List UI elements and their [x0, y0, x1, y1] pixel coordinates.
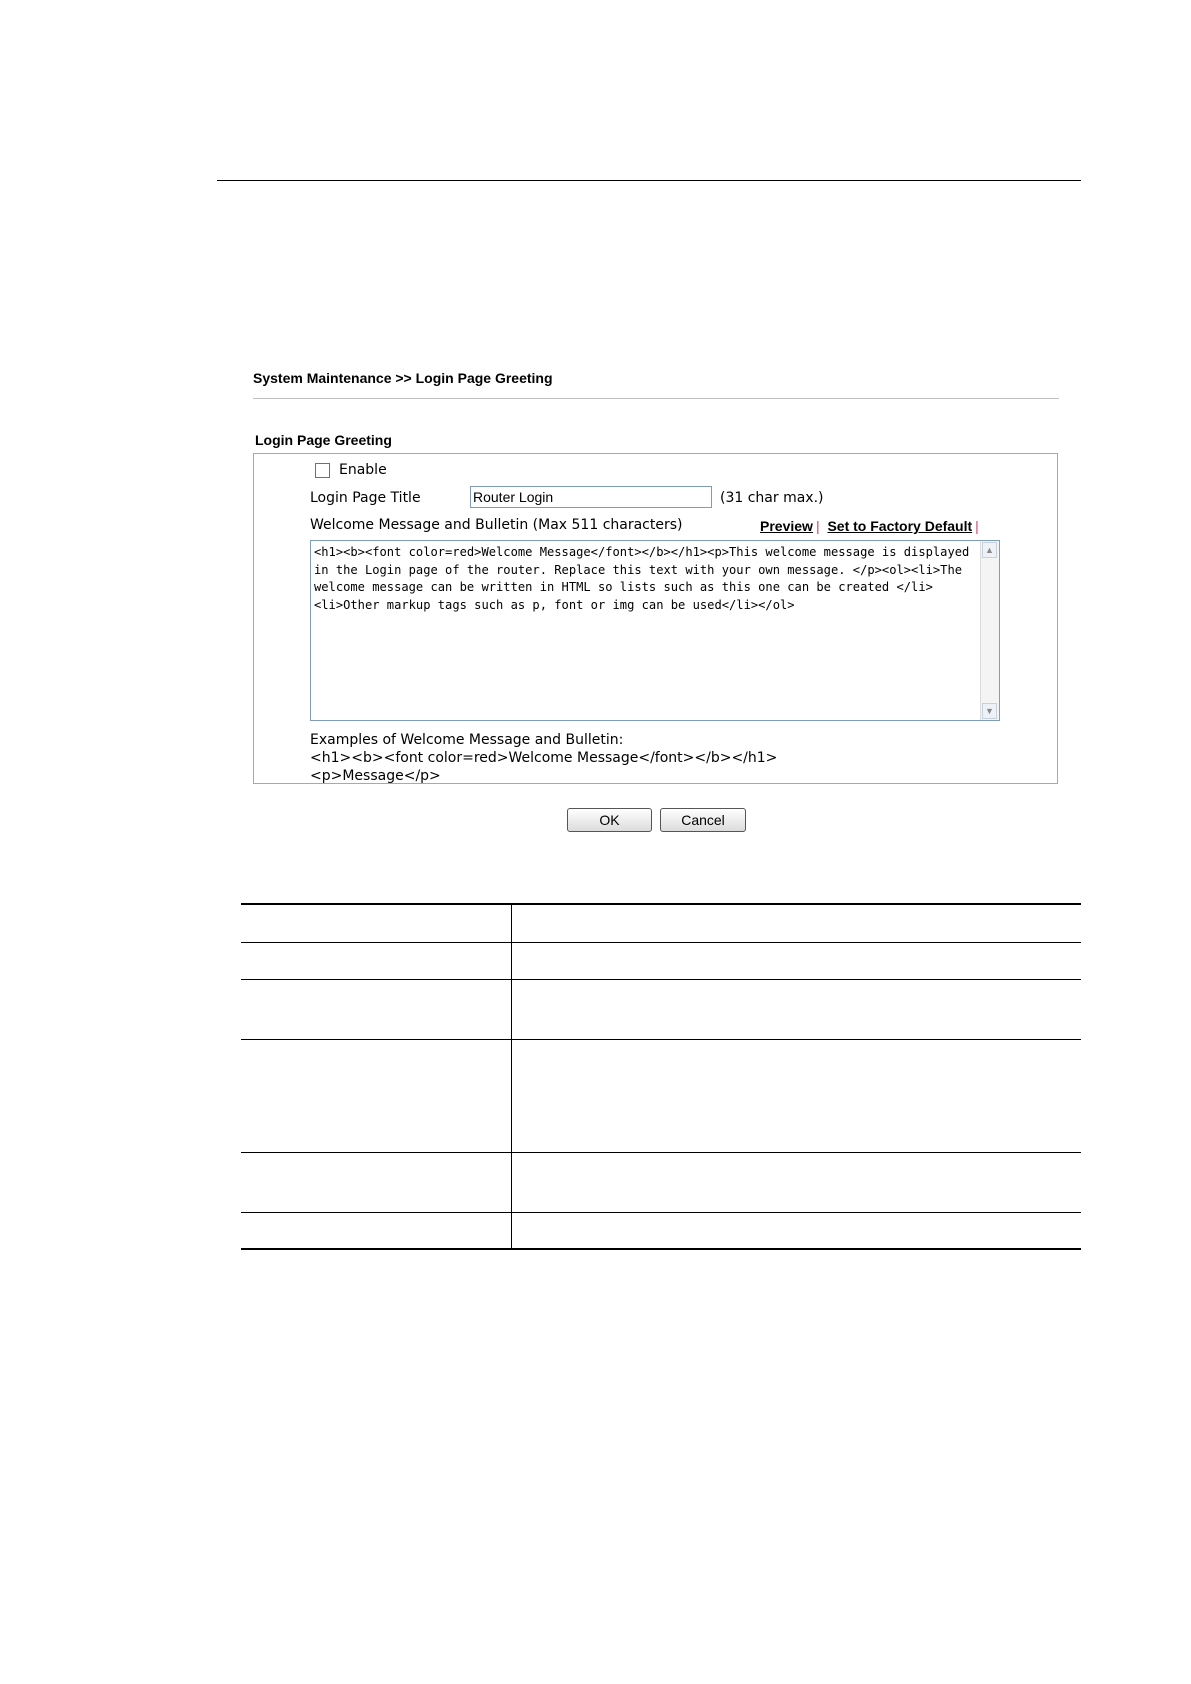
welcome-message-label: Welcome Message and Bulletin (Max 511 characters)	[310, 517, 683, 533]
preview-link[interactable]: Preview	[760, 518, 813, 534]
link-separator: |	[815, 518, 820, 534]
login-greeting-panel	[253, 370, 1059, 830]
scroll-down-icon[interactable]: ▼	[982, 703, 997, 719]
breadcrumb: System Maintenance >> Login Page Greeting	[253, 370, 553, 386]
page-header-rule	[217, 180, 1081, 181]
welcome-message-content: <h1><b><font color=red>Welcome Message</font></b></h1><p>This welcome message is displayed in the Login page of the router. Replace this text with your own message. </p><ol><li>The welcome message can be written in HTML so lists such as this one can be created </li><li>Other markup tags such as p, font or img can be used</li></ol>	[314, 545, 977, 613]
table-row	[241, 979, 1081, 1039]
factory-default-link[interactable]: Set to Factory Default	[827, 518, 973, 534]
enable-row	[315, 462, 387, 478]
cancel-button[interactable]: Cancel	[660, 808, 746, 832]
table-row	[241, 942, 1081, 979]
section-title: Login Page Greeting	[255, 432, 392, 448]
table-row	[241, 1039, 1081, 1152]
ok-button[interactable]: OK	[567, 808, 652, 832]
login-title-input[interactable]: Router Login	[470, 486, 712, 508]
login-title-hint: (31 char max.)	[720, 490, 824, 506]
table-row	[241, 1212, 1081, 1249]
textarea-scrollbar[interactable]	[980, 541, 999, 720]
examples-heading: Examples of Welcome Message and Bulletin:	[310, 732, 624, 748]
enable-label: Enable	[339, 462, 387, 478]
table-row	[241, 1152, 1081, 1212]
settings-frame	[253, 453, 1058, 784]
description-table	[241, 903, 1081, 1250]
link-separator: |	[975, 518, 979, 534]
example-line-1: <h1><b><font color=red>Welcome Message</font></b></h1>	[310, 750, 778, 766]
breadcrumb-divider	[253, 398, 1059, 399]
example-line-2: <p>Message</p>	[310, 768, 441, 784]
login-title-label: Login Page Title	[310, 490, 421, 506]
welcome-links	[760, 518, 983, 534]
welcome-message-textarea[interactable]	[310, 540, 1000, 721]
table-row	[241, 904, 1081, 942]
scroll-up-icon[interactable]: ▲	[982, 542, 997, 558]
enable-checkbox[interactable]	[315, 463, 330, 478]
examples-block	[310, 731, 777, 785]
